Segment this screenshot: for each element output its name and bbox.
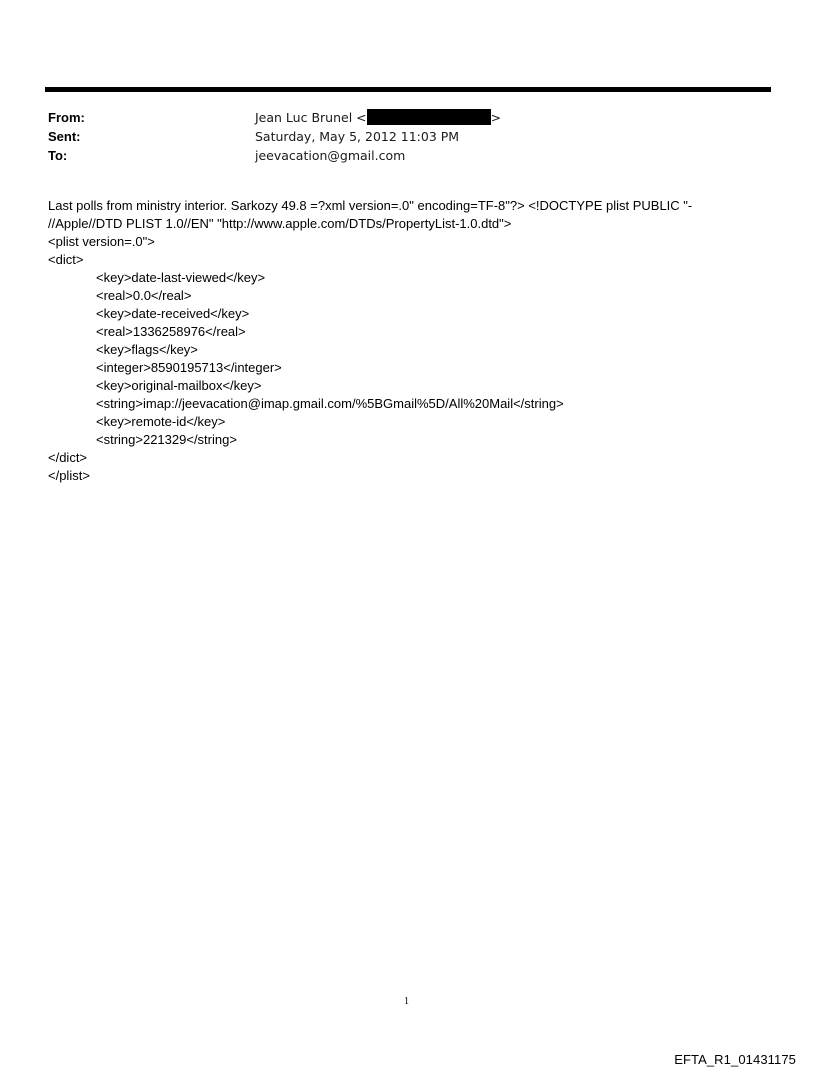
body-line: <integer>8590195713</integer>	[96, 360, 282, 375]
body-line: Last polls from ministry interior. Sarkozy 49.8 =?xml version=.0" encoding=TF-8"?> <!DOCTYPE plist PUBLIC "-	[48, 198, 693, 213]
from-label: From:	[48, 110, 85, 125]
from-suffix: >	[490, 110, 502, 125]
body-line: <real>0.0</real>	[96, 288, 192, 303]
body-line: <dict>	[48, 252, 84, 267]
from-row	[48, 108, 768, 127]
body-line: <key>flags</key>	[96, 342, 198, 357]
email-header	[48, 108, 768, 165]
body-line: <real>1336258976</real>	[96, 324, 246, 339]
sent-row	[48, 127, 768, 146]
to-value: jeevacation@gmail.com	[255, 148, 406, 163]
body-line: <key>remote-id</key>	[96, 414, 226, 429]
body-line: <key>date-received</key>	[96, 306, 250, 321]
redaction-box	[367, 109, 491, 125]
header-rule	[45, 87, 771, 92]
to-label: To:	[48, 148, 68, 163]
body-line: <key>date-last-viewed</key>	[96, 270, 266, 285]
body-line: //Apple//DTD PLIST 1.0//EN" "http://www.apple.com/DTDs/PropertyList-1.0.dtd">	[48, 216, 512, 231]
email-body	[48, 197, 738, 485]
body-line: </plist>	[48, 468, 90, 483]
from-name: Jean Luc Brunel <	[255, 110, 367, 125]
sent-label: Sent:	[48, 129, 81, 144]
body-line: <string>221329</string>	[96, 432, 237, 447]
sent-value: Saturday, May 5, 2012 11:03 PM	[255, 129, 460, 144]
page-number: 1	[404, 996, 409, 1007]
to-row	[48, 146, 768, 165]
from-value	[255, 108, 501, 127]
body-line: <string>imap://jeevacation@imap.gmail.com/%5BGmail%5D/All%20Mail</string>	[96, 396, 564, 411]
document-id: EFTA_R1_01431175	[674, 1052, 796, 1067]
body-line: <key>original-mailbox</key>	[96, 378, 262, 393]
body-line: </dict>	[48, 450, 88, 465]
body-line: <plist version=.0">	[48, 234, 155, 249]
